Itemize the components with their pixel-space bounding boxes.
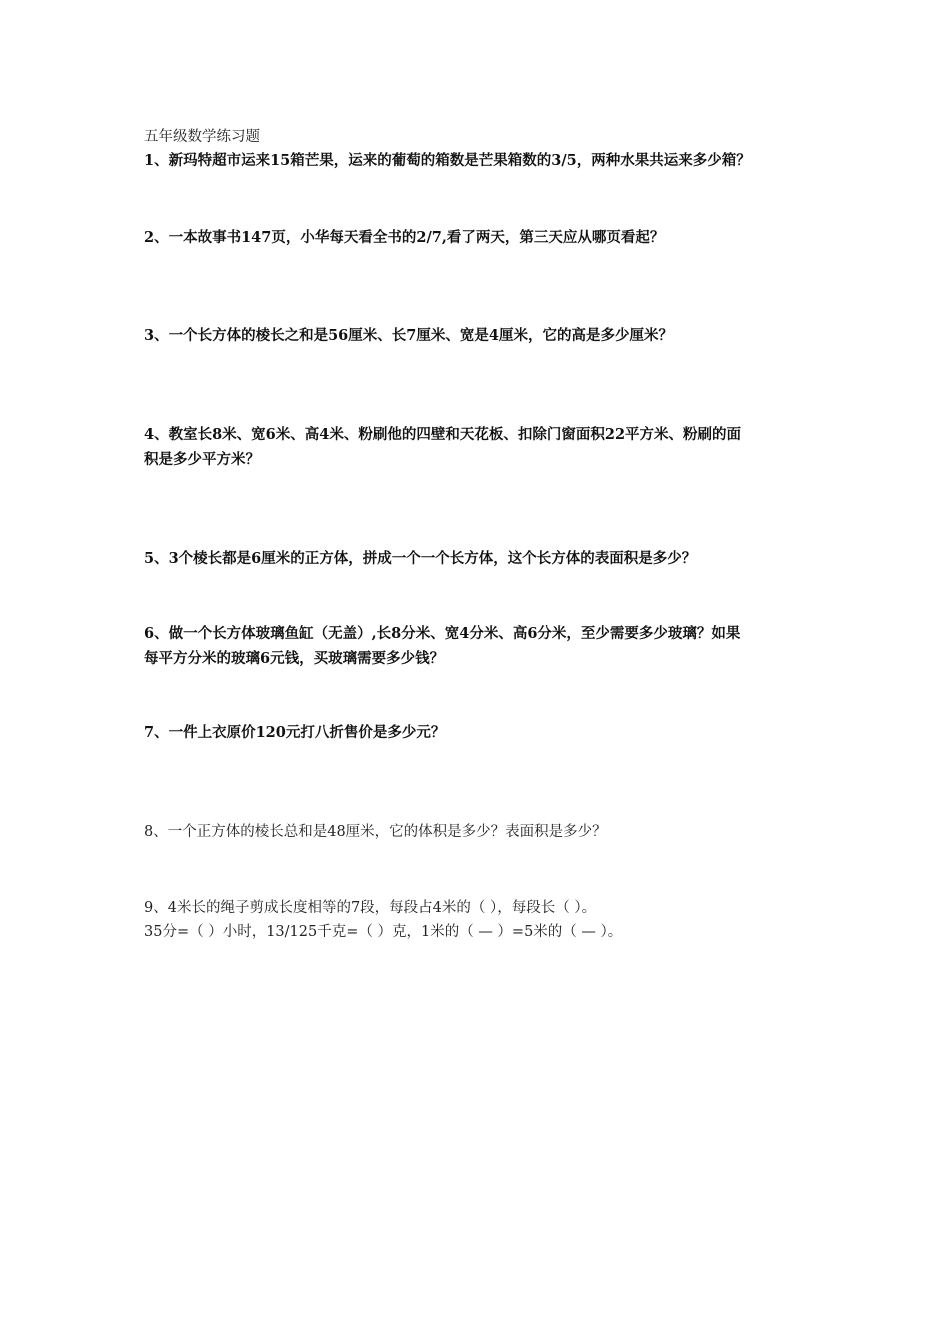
question-4-line-1: 4、教室长8米、宽6米、高4米、粉刷他的四壁和天花板、扣除门窗面积22平方米、粉刷的面 <box>144 426 742 443</box>
question-9-line-1: 9、4米长的绳子剪成长度相等的7段，每段占4米的（ ），每段长（ ）。 <box>144 900 597 916</box>
question-1: 1、新玛特超市运来15箱芒果，运来的葡萄的箱数是芒果箱数的3/5，两种水果共运来多少箱？ <box>144 152 751 169</box>
question-6-line-1: 6、做一个长方体玻璃鱼缸（无盖）,长8分米、宽4分米、高6分米，至少需要多少玻璃？如果 <box>144 625 741 642</box>
question-8: 8、一个正方体的棱长总和是48厘米，它的体积是多少？表面积是多少？ <box>144 824 607 840</box>
question-7: 7、一件上衣原价120元打八折售价是多少元？ <box>144 724 446 741</box>
document-title: 五年级数学练习题 <box>144 129 260 145</box>
question-4-line-2: 积是多少平方米？ <box>144 451 260 468</box>
question-6-line-2: 每平方分米的玻璃6元钱，买玻璃需要多少钱？ <box>144 650 445 667</box>
question-9-line-2: 35分=（ ）小时，13/125千克=（ ）克，1米的（ — ）=5米的（ — ）。 <box>144 924 623 940</box>
question-2: 2、一本故事书147页，小华每天看全书的2/7,看了两天，第三天应从哪页看起？ <box>144 229 665 246</box>
question-5: 5、3个棱长都是6厘米的正方体，拼成一个一个长方体，这个长方体的表面积是多少？ <box>144 550 697 567</box>
question-3: 3、一个长方体的棱长之和是56厘米、长7厘米、宽是4厘米，它的高是多少厘米？ <box>144 327 673 344</box>
